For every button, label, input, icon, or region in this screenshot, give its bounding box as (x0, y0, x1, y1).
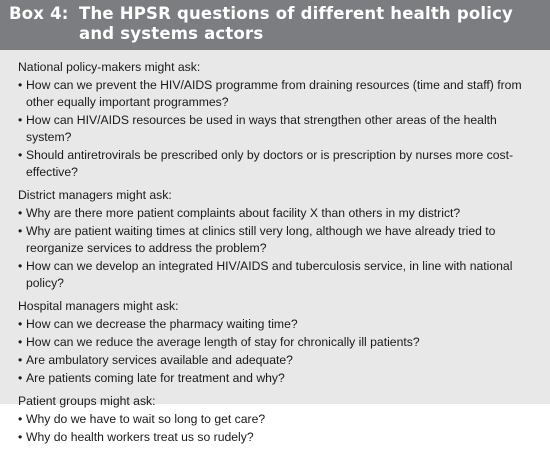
question-text: Should antiretrovirals be prescribed only by doctors or is prescription by nurses more cost-effective? (26, 148, 514, 179)
question-text: Are patients coming late for treatment and why? (26, 371, 285, 385)
section-heading: District managers might ask: (18, 188, 172, 202)
question-list (18, 411, 544, 446)
box-title-prefix: Box 4: (9, 4, 69, 23)
bullet-icon: • (18, 371, 23, 385)
question-list (18, 316, 544, 387)
bullet-icon: • (18, 335, 23, 349)
question-text: Are ambulatory services available and adequate? (26, 353, 293, 367)
question-item (18, 112, 544, 146)
question-text: Why are there more patient complaints about facility X than others in my district? (26, 206, 461, 220)
section-patient-groups (18, 393, 544, 446)
box-title (9, 4, 539, 44)
question-item (18, 352, 544, 369)
bullet-icon: • (18, 206, 23, 220)
bullet-icon: • (18, 78, 23, 92)
bullet-icon: • (18, 430, 23, 444)
question-item (18, 205, 544, 222)
bullet-icon: • (18, 317, 23, 331)
section-heading: Patient groups might ask: (18, 394, 156, 408)
question-text: How can we prevent the HIV/AIDS programme from draining resources (time and staff) from other equally important programmes? (26, 78, 522, 109)
bullet-icon: • (18, 113, 23, 127)
question-item (18, 77, 544, 111)
bullet-icon: • (18, 148, 23, 162)
question-item (18, 411, 544, 428)
box-title-line1: The HPSR questions of different health policy (79, 4, 514, 23)
box-body (18, 59, 544, 452)
section-hospital-managers (18, 298, 544, 387)
question-list (18, 77, 544, 181)
question-text: How can we reduce the average length of stay for chronically ill patients? (26, 335, 420, 349)
bullet-icon: • (18, 224, 23, 238)
section-heading: National policy-makers might ask: (18, 60, 201, 74)
question-item (18, 147, 544, 181)
question-text: Why do health workers treat us so rudely? (26, 430, 254, 444)
question-item (18, 223, 544, 257)
box-title-line2: and systems actors (79, 24, 264, 43)
bullet-icon: • (18, 259, 23, 273)
bullet-icon: • (18, 353, 23, 367)
box-header (0, 0, 550, 50)
question-text: Why do we have to wait so long to get care? (26, 412, 266, 426)
question-item (18, 258, 544, 292)
question-item (18, 429, 544, 446)
question-text: How can we develop an integrated HIV/AIDS and tuberculosis service, in line with national policy? (26, 259, 513, 290)
section-national-policy-makers (18, 59, 544, 181)
question-item (18, 316, 544, 333)
question-list (18, 205, 544, 292)
section-district-managers (18, 187, 544, 292)
question-item (18, 370, 544, 387)
question-text: Why are patient waiting times at clinics still very long, although we have already tried to reorganize services to address the problem? (26, 224, 496, 255)
section-heading: Hospital managers might ask: (18, 299, 179, 313)
question-item (18, 334, 544, 351)
question-text: How can HIV/AIDS resources be used in ways that strengthen other areas of the health system? (26, 113, 497, 144)
bullet-icon: • (18, 412, 23, 426)
question-text: How can we decrease the pharmacy waiting time? (26, 317, 298, 331)
